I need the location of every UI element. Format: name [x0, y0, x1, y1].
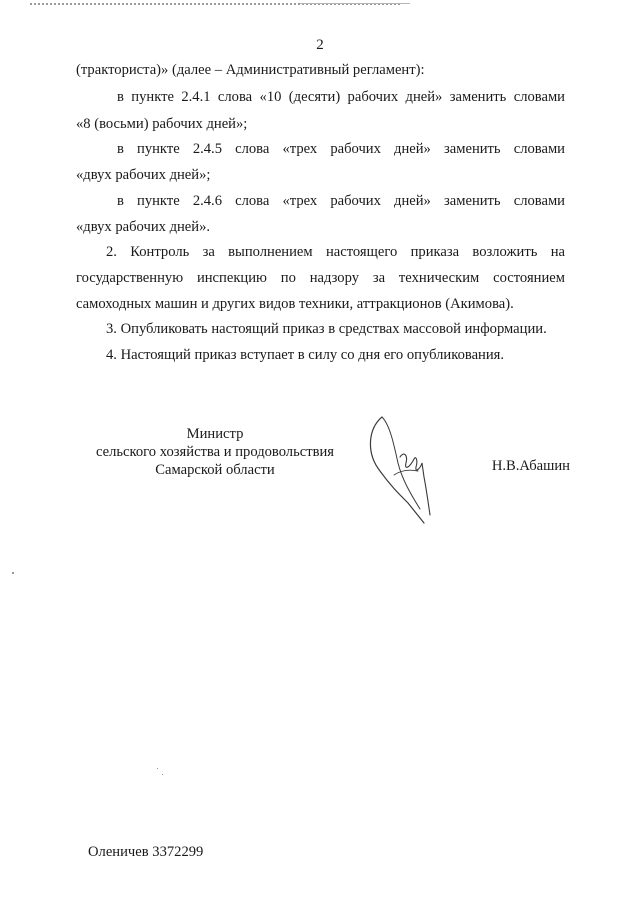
signatory-title [60, 425, 370, 479]
body-line-9: государственную инспекцию по надзору за техническим состоянием [76, 270, 565, 286]
handwritten-signature [360, 405, 450, 535]
executor-contact: Оленичев 3372299 [88, 844, 204, 860]
body-line-4: в пункте 2.4.5 слова «трех рабочих дней» заменить словами [117, 141, 565, 157]
signer-name: Н.В.Абашин [491, 458, 570, 474]
scan-speck [12, 572, 14, 574]
body-line-12: 4. Настоящий приказ вступает в силу со дня его опубликования. [106, 347, 505, 363]
body-line-6: в пункте 2.4.6 слова «трех рабочих дней» заменить словами [117, 193, 565, 209]
signatory-title-line-1: Министр [186, 426, 244, 442]
body-line-7: «двух рабочих дней». [76, 219, 211, 235]
body-line-5: «двух рабочих дней»; [76, 167, 211, 183]
signatory-title-line-2: сельского хозяйства и продовольствия [95, 444, 335, 460]
scan-speck [162, 774, 163, 775]
signatory-title-line-3: Самарской области [155, 462, 275, 478]
body-line-2: в пункте 2.4.1 слова «10 (десяти) рабочих дней» заменить словами [117, 89, 565, 105]
body-line-11: 3. Опубликовать настоящий приказ в средствах массовой информации. [106, 321, 547, 337]
scan-speck [157, 768, 158, 769]
body-line-8: 2. Контроль за выполнением настоящего приказа возложить на [106, 244, 565, 260]
body-line-10: самоходных машин и других видов техники, аттракционов (Акимова). [76, 296, 514, 312]
body-line-3: «8 (восьми) рабочих дней»; [76, 116, 248, 132]
page-number: 2 [316, 37, 324, 53]
body-line-1: (тракториста)» (далее – Административный регламент): [76, 62, 425, 78]
scan-edge-line [300, 3, 410, 4]
